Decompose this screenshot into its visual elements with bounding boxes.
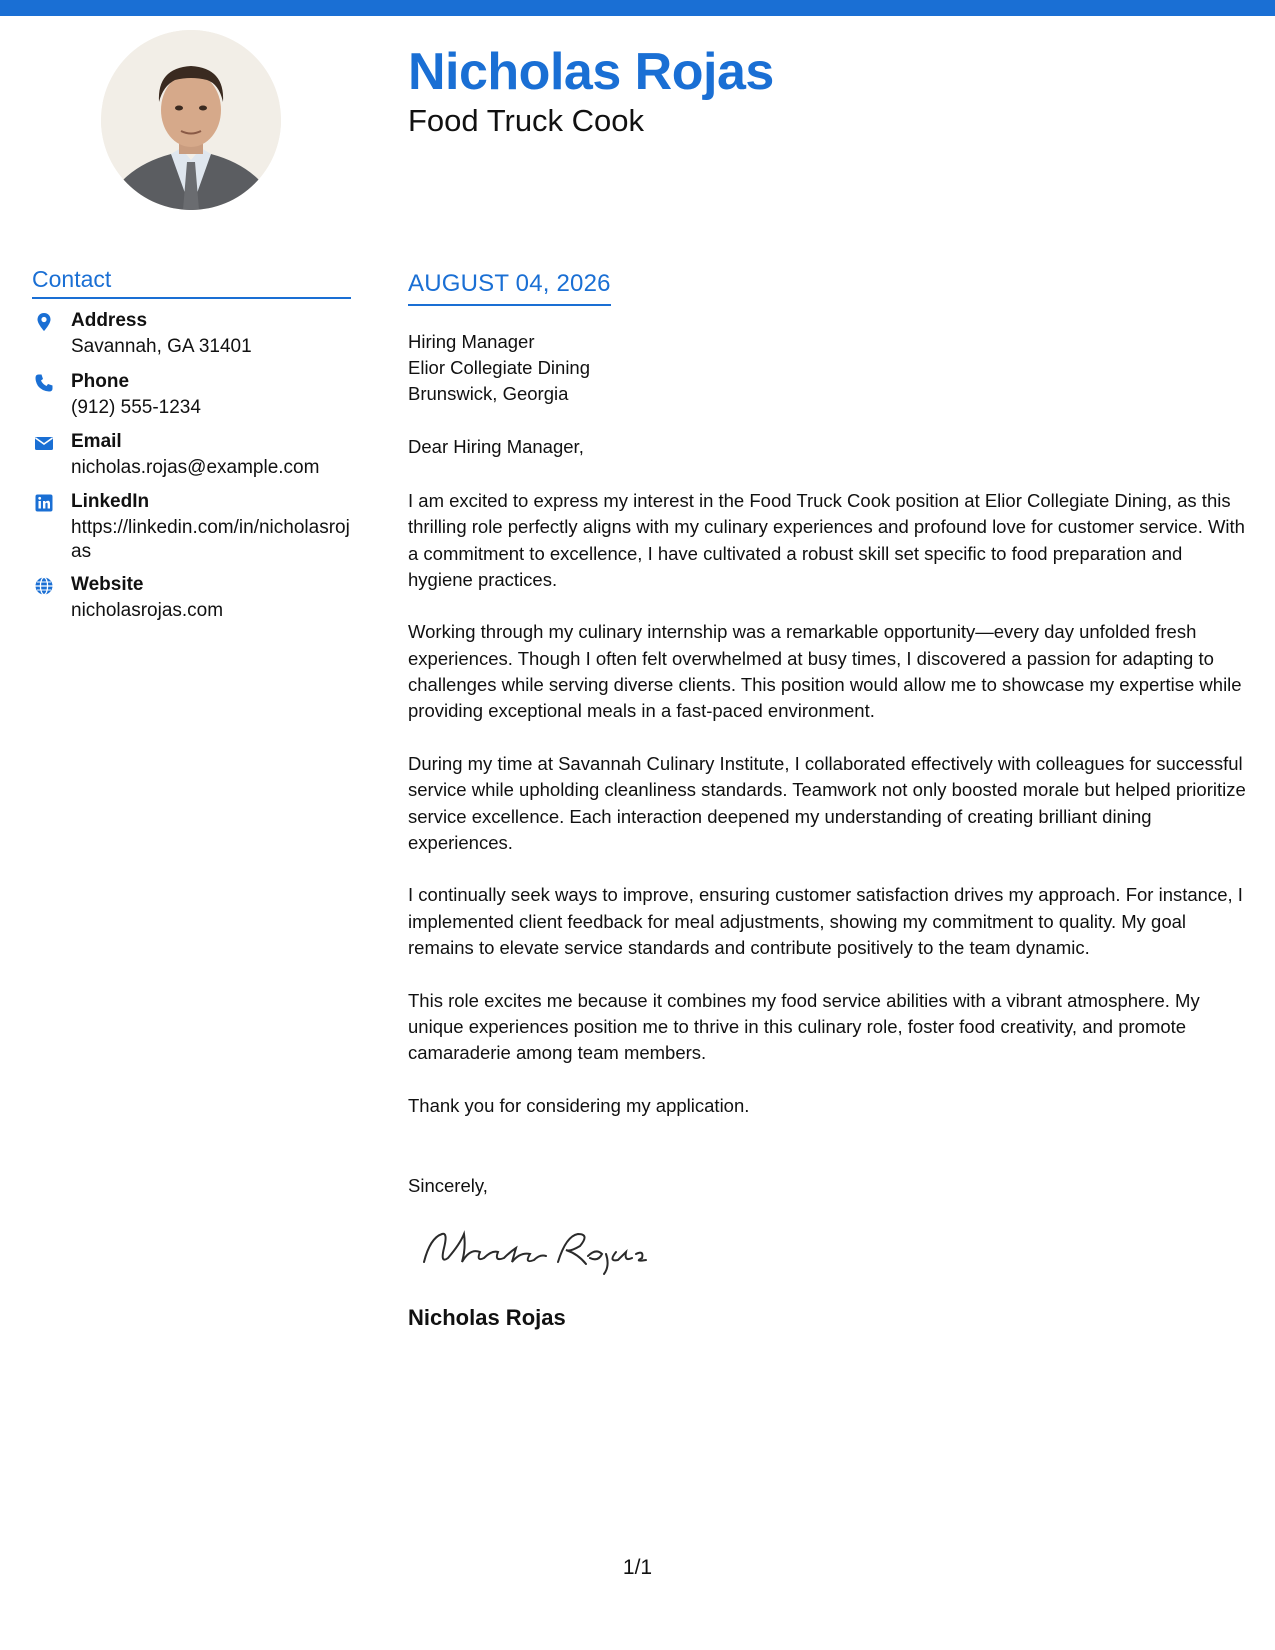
body-paragraph: Working through my culinary internship was a remarkable opportunity—every day unfolded fresh experiences. Though I often felt overwhelmed at busy times, I discovered a passion for adapting to challenges while serving diverse clients. This position would allow me to showcase my expertise while providing exceptional meals in a fast-paced environment. xyxy=(408,621,1242,722)
job-title: Food Truck Cook xyxy=(408,103,645,138)
closing: Sincerely, xyxy=(408,1175,488,1196)
linkedin-value[interactable]: https://linkedin.com/in/nicholasrojas xyxy=(71,517,350,562)
contact-label: Website xyxy=(71,574,144,595)
top-accent-bar xyxy=(0,0,1275,16)
body-paragraph: During my time at Savannah Culinary Institute, I collaborated effectively with colleagues for successful service while upholding cleanliness standards. Teamwork not only boosted morale but helped prioritize service excellence. Each interaction deepened my understanding of creating brilliant dining experiences. xyxy=(408,752,1246,853)
phone-icon xyxy=(34,373,54,393)
recipient-line: Hiring Manager xyxy=(408,331,535,352)
contact-label: LinkedIn xyxy=(71,491,150,512)
handwritten-signature xyxy=(420,1218,660,1278)
email-value[interactable]: nicholas.rojas@example.com xyxy=(71,457,320,478)
globe-icon xyxy=(34,576,54,596)
profile-photo xyxy=(101,30,281,210)
contact-label: Address xyxy=(71,310,148,331)
contact-label: Email xyxy=(71,431,122,452)
envelope-icon xyxy=(34,433,54,453)
page-number: 1/1 xyxy=(622,1556,653,1579)
body-paragraph: Thank you for considering my application. xyxy=(408,1094,750,1116)
contact-heading: Contact xyxy=(32,266,351,299)
body-paragraph: I am excited to express my interest in the Food Truck Cook position at Elior Collegiate Dining, as this thrilling role perfectly aligns with my culinary experiences and profound love for customer service. With a commitment to excellence, I have cultivated a robust skill set specific to food preparation and hygiene practices. xyxy=(408,490,1245,590)
recipient-line: Elior Collegiate Dining xyxy=(408,357,591,378)
letter-body xyxy=(408,488,1248,1145)
body-paragraph: I continually seek ways to improve, ensuring customer satisfaction drives my approach. For instance, I implemented client feedback for meal adjustments, showing my commitment to quality. My goal remains to elevate service standards and contribute positively to the team dynamic. xyxy=(408,884,1243,959)
website-value[interactable]: nicholasrojas.com xyxy=(71,600,224,621)
contact-label: Phone xyxy=(71,371,130,392)
salutation: Dear Hiring Manager, xyxy=(408,436,584,457)
body-paragraph: This role excites me because it combines my food service abilities with a vibrant atmosphere. My unique experiences position me to thrive in this culinary role, foster food creativity, and promote camaraderie among team members. xyxy=(408,989,1200,1064)
phone-value: (912) 555-1234 xyxy=(71,397,201,418)
linkedin-icon xyxy=(34,493,54,513)
letter-date: AUGUST 04, 2026 xyxy=(408,270,611,306)
signed-name: Nicholas Rojas xyxy=(408,1305,566,1330)
recipient-block xyxy=(408,329,590,407)
recipient-line: Brunswick, Georgia xyxy=(408,383,569,404)
map-pin-icon xyxy=(34,312,54,332)
address-value: Savannah, GA 31401 xyxy=(71,336,252,357)
candidate-name: Nicholas Rojas xyxy=(408,43,774,101)
